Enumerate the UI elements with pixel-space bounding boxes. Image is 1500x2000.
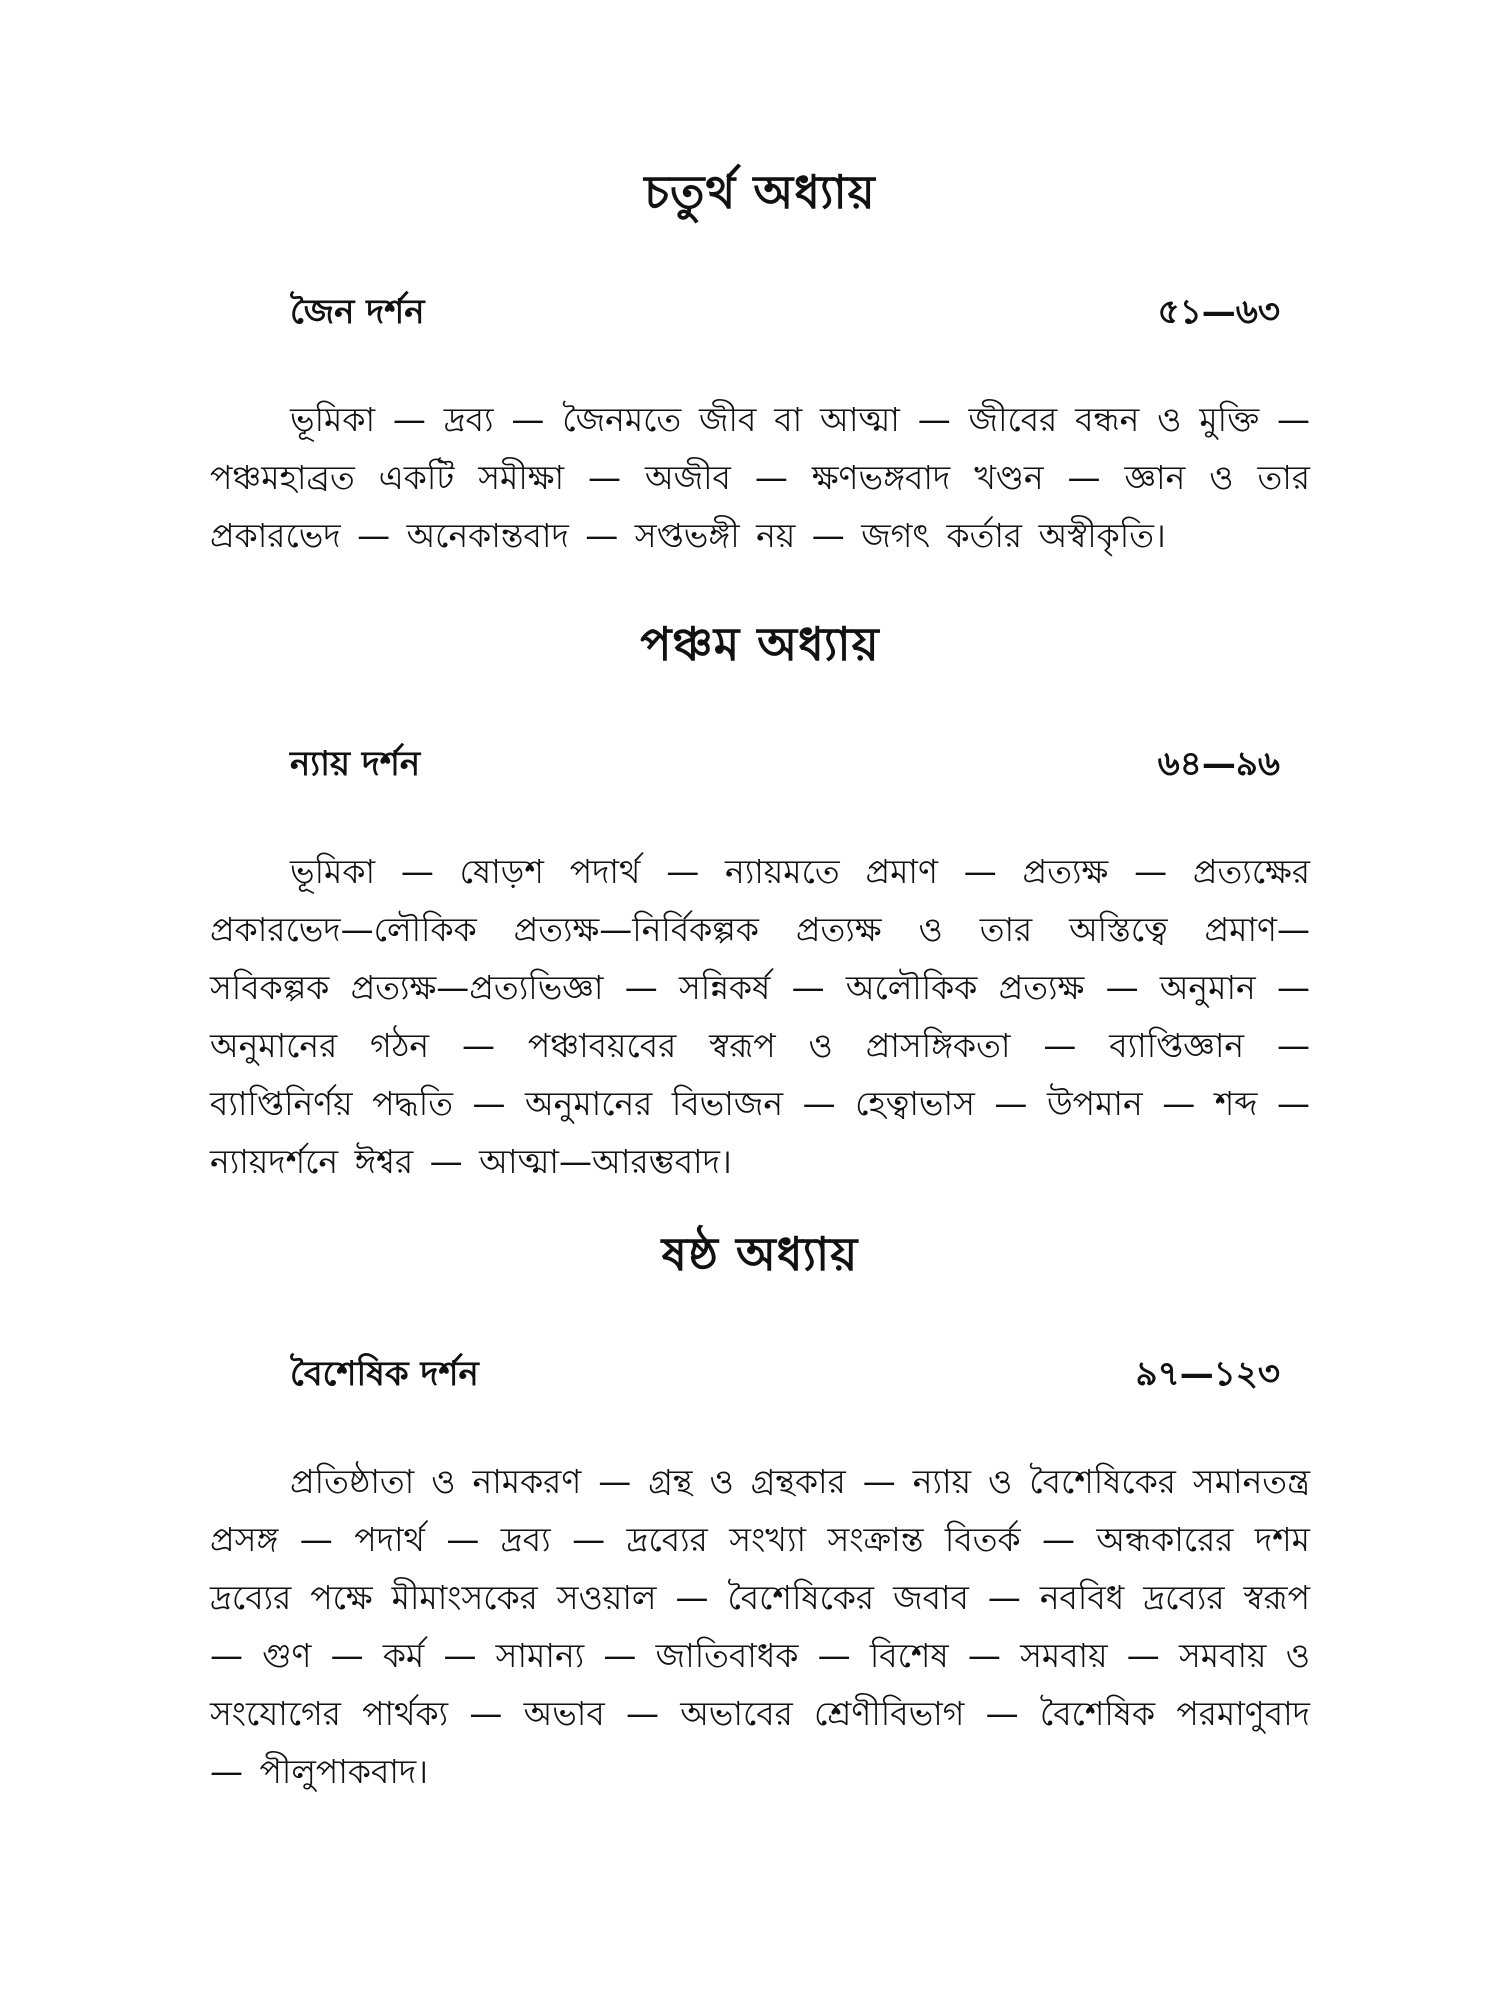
toc-entry-row [210, 1348, 1310, 1405]
entry-page-range: ৫১—৬৩ [1157, 292, 1280, 332]
entry-description: ভূমিকা — দ্রব্য — জৈনমতে জীব বা আত্মা — জীবের বন্ধন ও মুক্তি — পঞ্চমহাব্রত একটি সমীক্ষা — অজীব — ক্ষণভঙ্গবাদ খণ্ডন — জ্ঞান ও তার প্রকারভেদ — অনেকান্তবাদ — সপ্তভঙ্গী নয় — জগৎ কর্তার অস্বীকৃতি। [210, 400, 1310, 555]
entry-title: বৈশেষিক দর্শন [290, 1354, 479, 1394]
entry-page-range: ৬৪—৯৬ [1157, 744, 1280, 784]
entry-description: প্রতিষ্ঠাতা ও নামকরণ — গ্রন্থ ও গ্রন্থকার — ন্যায় ও বৈশেষিকের সমানতন্ত্র প্রসঙ্গ — পদার্থ — দ্রব্য — দ্রব্যের সংখ্যা সংক্রান্ত বিতর্ক — অন্ধকারের দশম দ্রব্যের পক্ষে মীমাংসকের সওয়াল — বৈশেষিকের জবাব — নববিধ দ্রব্যের স্বরূপ — গুণ — কর্ম — সামান্য — জাতিবাধক — বিশেষ — সমবায় — সমবায় ও সংযোগের পার্থক্য — অভাব — অভাবের শ্রেণীবিভাগ — বৈশেষিক পরমাণুবাদ — পীলুপাকবাদ। [210, 1462, 1310, 1791]
chapter-5-section [210, 610, 1310, 1224]
entry-title: ন্যায় দর্শন [290, 744, 421, 784]
entry-page-range: ৯৭—১২৩ [1135, 1354, 1280, 1394]
chapter-4-section [210, 158, 1310, 598]
chapter-heading: চতুর্থ অধ্যায় [644, 165, 876, 219]
toc-entry-row [210, 286, 1310, 343]
chapter-6-section [210, 1220, 1310, 1834]
chapter-heading: ষষ্ঠ অধ্যায় [661, 1227, 859, 1281]
toc-entry-row [210, 738, 1310, 795]
entry-description: ভূমিকা — ষোড়শ পদার্থ — ন্যায়মতে প্রমাণ — প্রত্যক্ষ — প্রত্যক্ষের প্রকারভেদ—লৌকিক প্রত্যক্ষ—নির্বিকল্পক প্রত্যক্ষ ও তার অস্তিত্বে প্রমাণ— সবিকল্পক প্রত্যক্ষ—প্রত্যভিজ্ঞা — সন্নিকর্ষ — অলৌকিক প্রত্যক্ষ — অনুমান — অনুমানের গঠন — পঞ্চাবয়বের স্বরূপ ও প্রাসঙ্গিকতা — ব্যাপ্তিজ্ঞান — ব্যাপ্তিনির্ণয় পদ্ধতি — অনুমানের বিভাজন — হেত্বাভাস — উপমান — শব্দ — ন্যায়দর্শনে ঈশ্বর — আত্মা—আরম্ভবাদ। [210, 852, 1310, 1181]
chapter-heading: পঞ্চম অধ্যায় [640, 617, 880, 671]
entry-title: জৈন দর্শন [290, 292, 425, 332]
